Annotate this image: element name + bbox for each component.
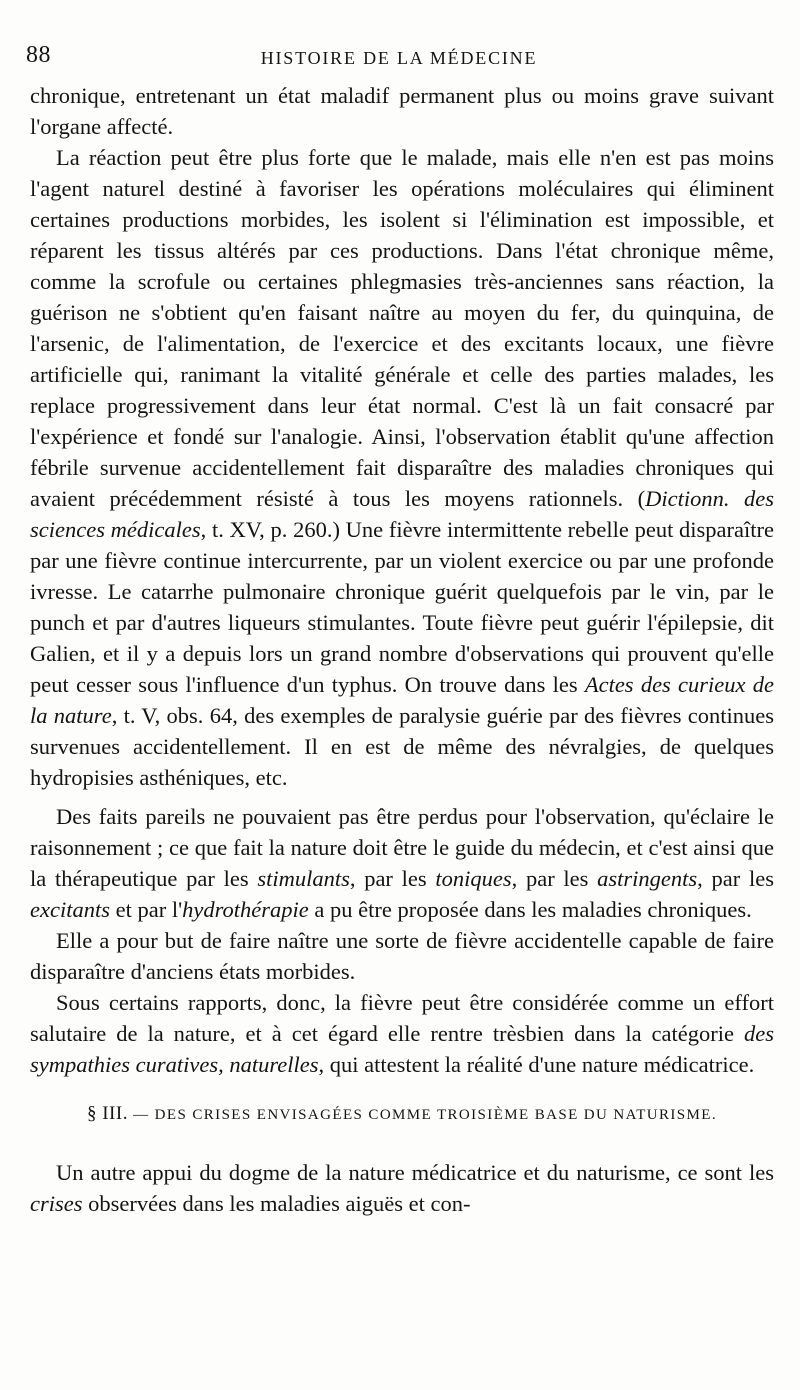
- italic-run: des sympathies curatives, naturelles: [30, 1021, 774, 1077]
- text-run: Des faits pareils ne pouvaient pas être perdus pour l'observation, qu'éclaire le raisonnement ; ce que fait la nature doit être le guide du médecin, et c'est ainsi que la thérapeutique par les: [30, 804, 774, 891]
- body-text: [30, 80, 774, 1219]
- paragraph: [30, 1157, 774, 1219]
- page-number: 88: [26, 42, 51, 68]
- paragraph: [30, 142, 774, 793]
- italic-run: stimulants: [257, 866, 350, 891]
- text-run: a pu être proposée dans les maladies chroniques.: [308, 897, 752, 922]
- section-heading: [30, 1098, 774, 1131]
- text-run: , t. V, obs. 64, des exemples de paralysie guérie par des fièvres continues survenues accidentellement. Il en est de même des névralgies, de quelques hydropisies asthéniques, etc.: [30, 703, 774, 790]
- section-dash: —: [133, 1107, 150, 1123]
- text-run: Elle a pour but de faire naître une sorte de fièvre accidentelle capable de faire disparaître d'anciens états morbides.: [30, 928, 774, 984]
- italic-run: Dictionn. des sciences médicales: [30, 486, 775, 542]
- text-run: observées dans les maladies aiguës et con-: [82, 1191, 471, 1216]
- text-run: Sous certains rapports, donc, la fièvre peut être considérée comme un effort salutaire de la nature, et à cet égard elle rentre trèsbien dans la catégorie: [30, 990, 774, 1046]
- page-header: [24, 38, 774, 74]
- text-run: , t. XV, p. 260.) Une fièvre intermittente rebelle peut disparaître par une fièvre continue intercurrente, par un violent exercice ou par une profonde ivresse. Le catarrhe pulmonaire chronique guérit quelquefois par le vin, par le punch et par d'autres liqueurs stimulantes. Toute fièvre peut guérir l'épilepsie, dit Galien, et il y a depuis lors un grand nombre d'observations qui prouvent qu'elle peut cesser sous l'influence d'un typhus. On trouve dans les: [30, 517, 774, 697]
- paragraph: [30, 80, 774, 142]
- section-number: § III.: [86, 1103, 128, 1124]
- paragraph: [30, 987, 774, 1080]
- paragraph-gap: [30, 793, 774, 801]
- text-run: , par les: [511, 866, 598, 891]
- text-run: et par l': [109, 897, 183, 922]
- text-run: , par les: [697, 866, 774, 891]
- section-title: DES CRISES ENVISAGÉES COMME TROISIÈME BASE DU NATURISME.: [154, 1107, 718, 1123]
- italic-run: crises: [30, 1191, 83, 1216]
- italic-run: hydrothérapie: [182, 897, 309, 922]
- text-run: La réaction peut être plus forte que le malade, mais elle n'en est pas moins l'agent naturel destiné à favoriser les opérations moléculaires qui éliminent certaines productions morbides, les isolent si l'élimination est impossible, et réparent les tissus altérés par ces productions. Dans l'état chronique même, comme la scrofule ou certaines phlegmasies très-anciennes sans réaction, la guérison ne s'obtient qu'en faisant naître au moyen du fer, du quinquina, de l'arsenic, de l'alimentation, de l'exercice et des excitants locaux, une fièvre artificielle qui, ranimant la vitalité générale et celle des parties malades, les replace progressivement dans leur état normal. C'est là un fait consacré par l'expérience et fondé sur l'analogie. Ainsi, l'observation établit qu'une affection fébrile survenue accidentellement fait disparaître des maladies chroniques qui avaient précédemment résisté à tous les moyens rationnels. (: [30, 145, 774, 511]
- italic-run: astringents: [597, 866, 698, 891]
- text-run: , par les: [349, 866, 436, 891]
- running-title: HISTOIRE DE LA MÉDECINE: [260, 48, 538, 68]
- text-run: chronique, entretenant un état maladif permanent plus ou moins grave suivant l'organe affecté.: [30, 83, 774, 139]
- paragraph: [30, 801, 774, 925]
- paragraph: [30, 925, 774, 987]
- italic-run: excitants: [30, 897, 110, 922]
- italic-run: toniques: [435, 866, 512, 891]
- text-run: Un autre appui du dogme de la nature médicatrice et du naturisme, ce sont les: [56, 1160, 774, 1185]
- text-run: , qui attestent la réalité d'une nature médicatrice.: [318, 1052, 755, 1077]
- italic-run: Actes des curieux de la nature: [30, 672, 775, 728]
